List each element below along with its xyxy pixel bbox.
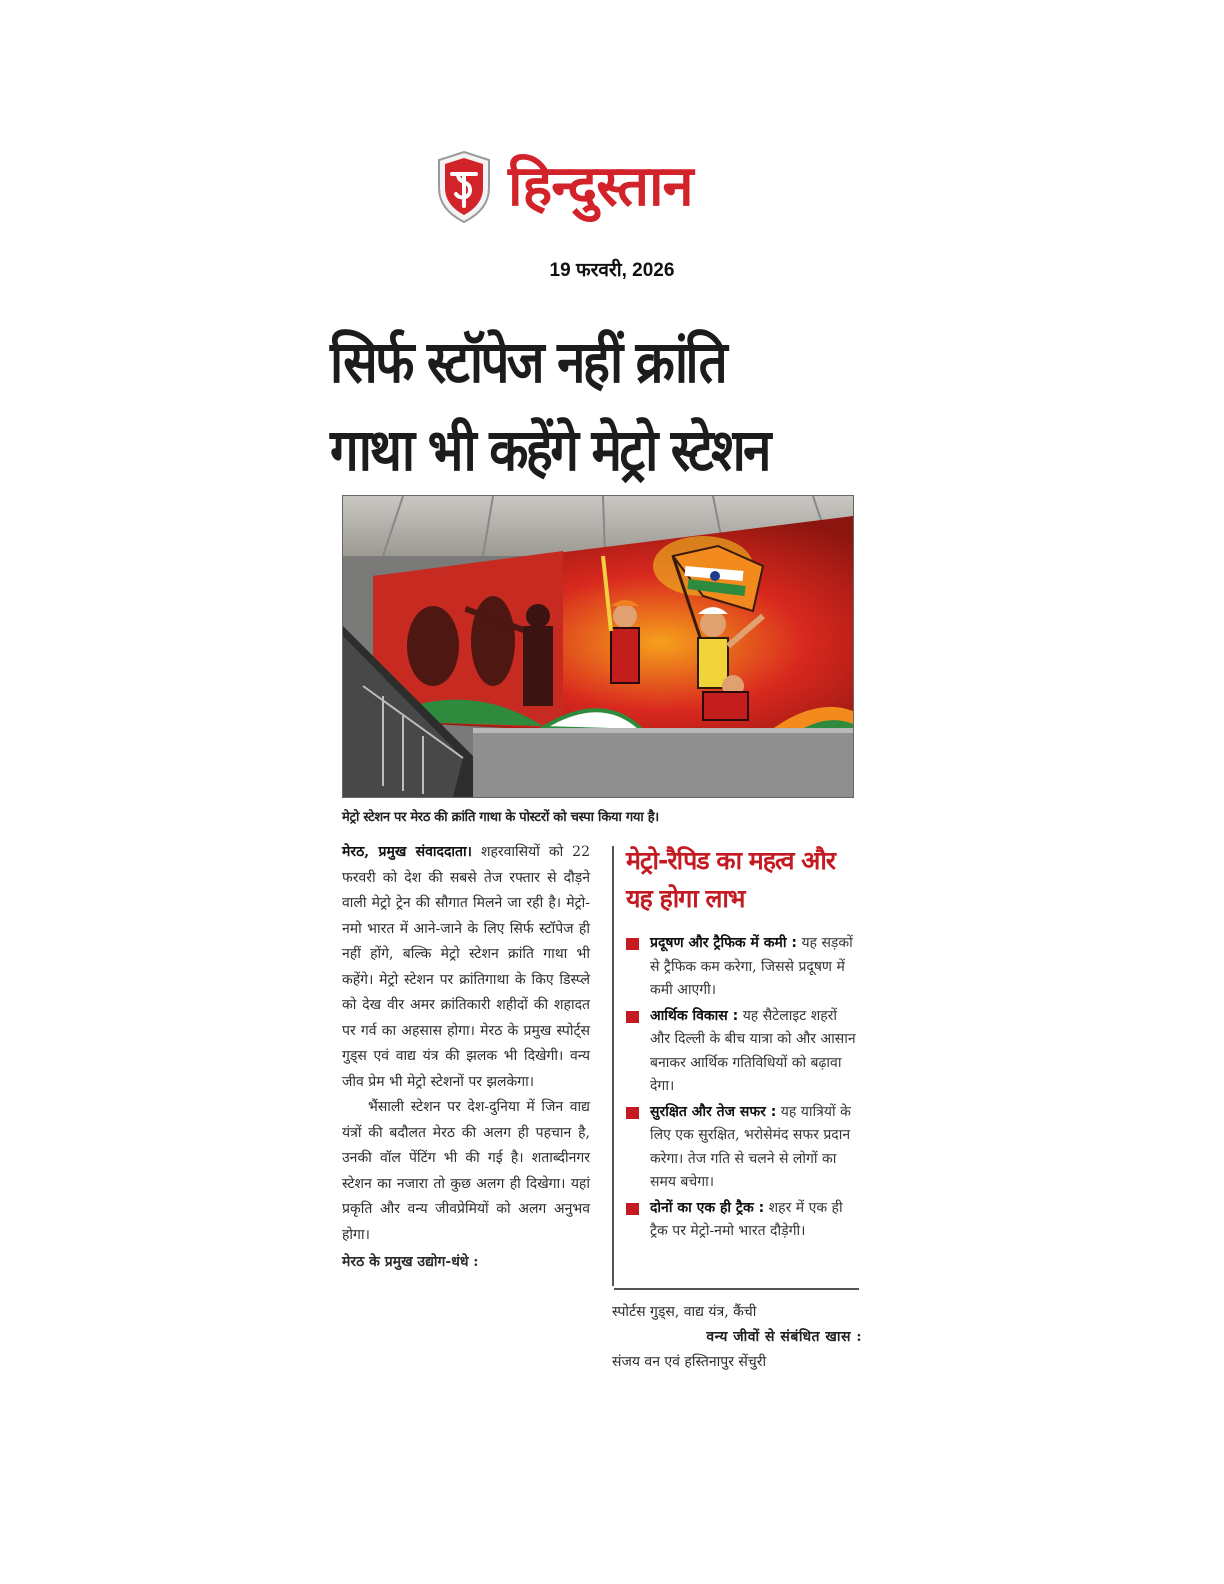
mural-photo <box>342 495 854 798</box>
bullet-square-icon <box>626 938 639 950</box>
headline-line-2: गाथा भी कहेंगे मेट्रो स्टेशन <box>330 416 769 484</box>
bullet-square-icon <box>626 1203 639 1215</box>
benefit-item: दोनों का एक ही ट्रैक : शहर में एक ही ट्रैक पर मेट्रो-नमो भारत दौड़ेगी। <box>624 1197 857 1244</box>
benefits-sidebar <box>612 842 857 1246</box>
shield-logo-icon <box>436 150 492 224</box>
sidebar-title: मेट्रो-रैपिड का महत्व और यह होगा लाभ <box>626 846 836 913</box>
masthead <box>436 148 796 228</box>
photo-caption: मेट्रो स्टेशन पर मेरठ की क्रांति गाथा के पोस्टरों को चस्पा किया गया है। <box>342 810 659 825</box>
story-para-2: भैंसाली स्टेशन पर देश-दुनिया में जिन वाद्य यंत्रों की बदौलत मेरठ की अलग ही पहचान है, उनकी वॉल पेंटिंग भी की गई है। शताब्दीनगर स्टेशन का नजारा तो कुछ अलग ही दिखेगा। यहां प्रकृति और वन्य जीवप्रेमियों को अलग अनुभव होगा। <box>342 1099 590 1243</box>
benefit-item: सुरक्षित और तेज सफर : यह यात्रियों के लिए एक सुरक्षित, भरोसेमंद सफर प्रदान करेगा। तेज गति से चलने से लोगों का समय बचेगा। <box>624 1101 857 1195</box>
wildlife-subhead: वन्य जीवों से संबंधित खास : <box>706 1329 862 1345</box>
bullet-square-icon <box>626 1011 639 1023</box>
story-body <box>342 840 590 1276</box>
benefit-item: आर्थिक विकास : यह सैटेलाइट शहरों और दिल्ली के बीच यात्रा को और आसान बनाकर आर्थिक गतिविधियों को बढ़ावा देगा। <box>624 1005 857 1099</box>
bullet-square-icon <box>626 1107 639 1119</box>
sidebar-bottom-divider <box>614 1288 859 1290</box>
headline-line-1: सिर्फ स्टॉपेज नहीं क्रांति <box>330 328 726 396</box>
brand-name: हिन्दुस्तान <box>508 153 693 219</box>
headline <box>330 318 890 494</box>
wildlife-line: संजय वन एवं हस्तिनापुर सेंचुरी <box>612 1354 767 1370</box>
benefit-item: प्रदूषण और ट्रैफिक में कमी : यह सड़कों से ट्रैफिक कम करेगा, जिससे प्रदूषण में कमी आएगी। <box>624 932 857 1003</box>
benefits-list <box>612 932 857 1244</box>
story-tail: मेरठ के प्रमुख उद्योग-धंधे : <box>342 1254 479 1270</box>
story-dateline: मेरठ, प्रमुख संवाददाता। <box>342 844 472 860</box>
story-para-1: शहरवासियों को 22 फरवरी को देश की सबसे तेज रफ्तार से दौड़ने वाली मेट्रो ट्रेन की सौगात मिलने जा रही है। मेट्रो-नमो भारत में आने-जाने के लिए सिर्फ स्टॉपेज ही नहीं होंगे, बल्कि मेट्रो स्टेशन क्रांति गाथा भी कहेंगे। मेट्रो स्टेशन पर क्रांतिगाथा के किए डिस्प्ले को देख वीर अमर क्रांतिकारी शहीदों की शहादत पर गर्व का अहसास होगा। मेरठ के प्रमुख स्पोर्ट्स गुड्स एवं वाद्य यंत्र की झलक भी दिखेगी। वन्य जीव प्रेम भी मेट्रो स्टेशनों पर झलकेगा। <box>342 844 590 1090</box>
story-continuation <box>612 1300 862 1375</box>
industries-line: स्पोर्टस गुड्स, वाद्य यंत्र, कैंची <box>612 1304 757 1320</box>
sidebar-divider <box>612 846 614 1286</box>
publication-date: 19 फरवरी, 2026 <box>549 260 675 281</box>
